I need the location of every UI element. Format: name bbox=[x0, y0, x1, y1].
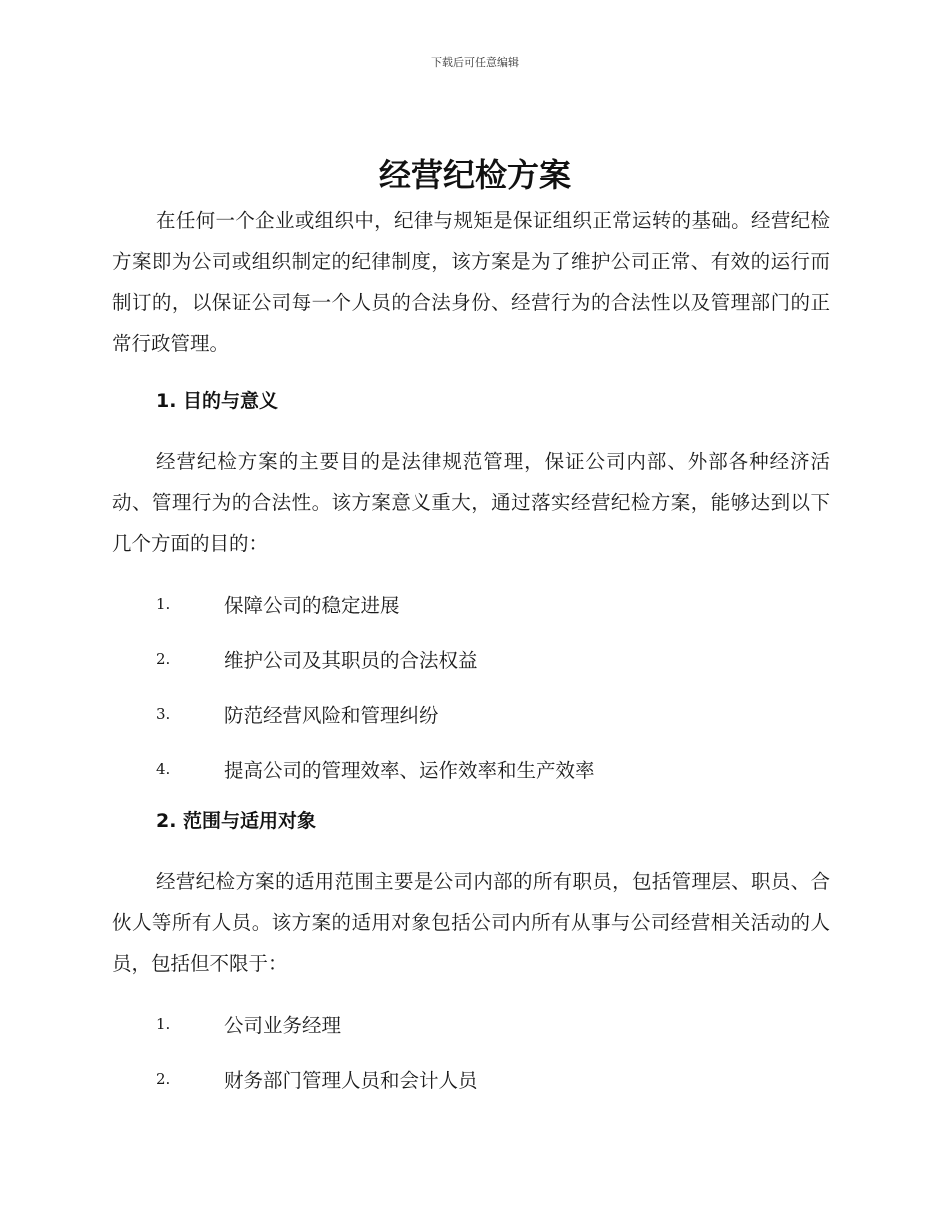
list-item-text: 维护公司及其职员的合法权益 bbox=[224, 649, 478, 672]
list-item-text: 保障公司的稳定进展 bbox=[224, 594, 400, 617]
section-paragraph-scope: 经营纪检方案的适用范围主要是公司内部的所有职员，包括管理层、职员、合伙人等所有人员。该方案的适用对象包括公司内所有从事与公司经营相关活动的人员，包括但不限于： bbox=[112, 870, 830, 975]
document-title: 经营纪检方案 bbox=[378, 156, 571, 194]
list-item bbox=[112, 1064, 830, 1094]
list-item bbox=[112, 754, 830, 784]
list-item-number: 2. bbox=[156, 650, 171, 668]
section-paragraph-purpose: 经营纪检方案的主要目的是法律规范管理，保证公司内部、外部各种经济活动、管理行为的合法性。该方案意义重大，通过落实经营纪检方案，能够达到以下几个方面的目的： bbox=[112, 450, 830, 555]
list-item-number: 1. bbox=[156, 1015, 171, 1033]
document-body bbox=[112, 200, 830, 1094]
purpose-list bbox=[112, 589, 830, 784]
section-heading-purpose: 1. 目的与意义 bbox=[156, 390, 279, 412]
list-item-text: 防范经营风险和管理纠纷 bbox=[224, 704, 439, 727]
scope-list bbox=[112, 1009, 830, 1094]
list-item bbox=[112, 1009, 830, 1039]
header-note: 下载后可任意编辑 bbox=[431, 56, 519, 69]
intro-paragraph: 在任何一个企业或组织中，纪律与规矩是保证组织正常运转的基础。经营纪检方案即为公司或组织制定的纪律制度，该方案是为了维护公司正常、有效的运行而制订的，以保证公司每一个人员的合法身份、经营行为的合法性以及管理部门的正常行政管理。 bbox=[112, 209, 830, 355]
list-item-text: 公司业务经理 bbox=[224, 1014, 342, 1037]
list-item-text: 提高公司的管理效率、运作效率和生产效率 bbox=[224, 759, 595, 782]
list-item bbox=[112, 589, 830, 619]
section-heading-scope: 2. 范围与适用对象 bbox=[156, 810, 317, 832]
list-item-text: 财务部门管理人员和会计人员 bbox=[224, 1069, 478, 1092]
list-item-number: 2. bbox=[156, 1070, 171, 1088]
list-item-number: 3. bbox=[156, 705, 171, 723]
list-item-number: 1. bbox=[156, 595, 171, 613]
list-item-number: 4. bbox=[156, 760, 171, 778]
list-item bbox=[112, 699, 830, 729]
list-item bbox=[112, 644, 830, 674]
